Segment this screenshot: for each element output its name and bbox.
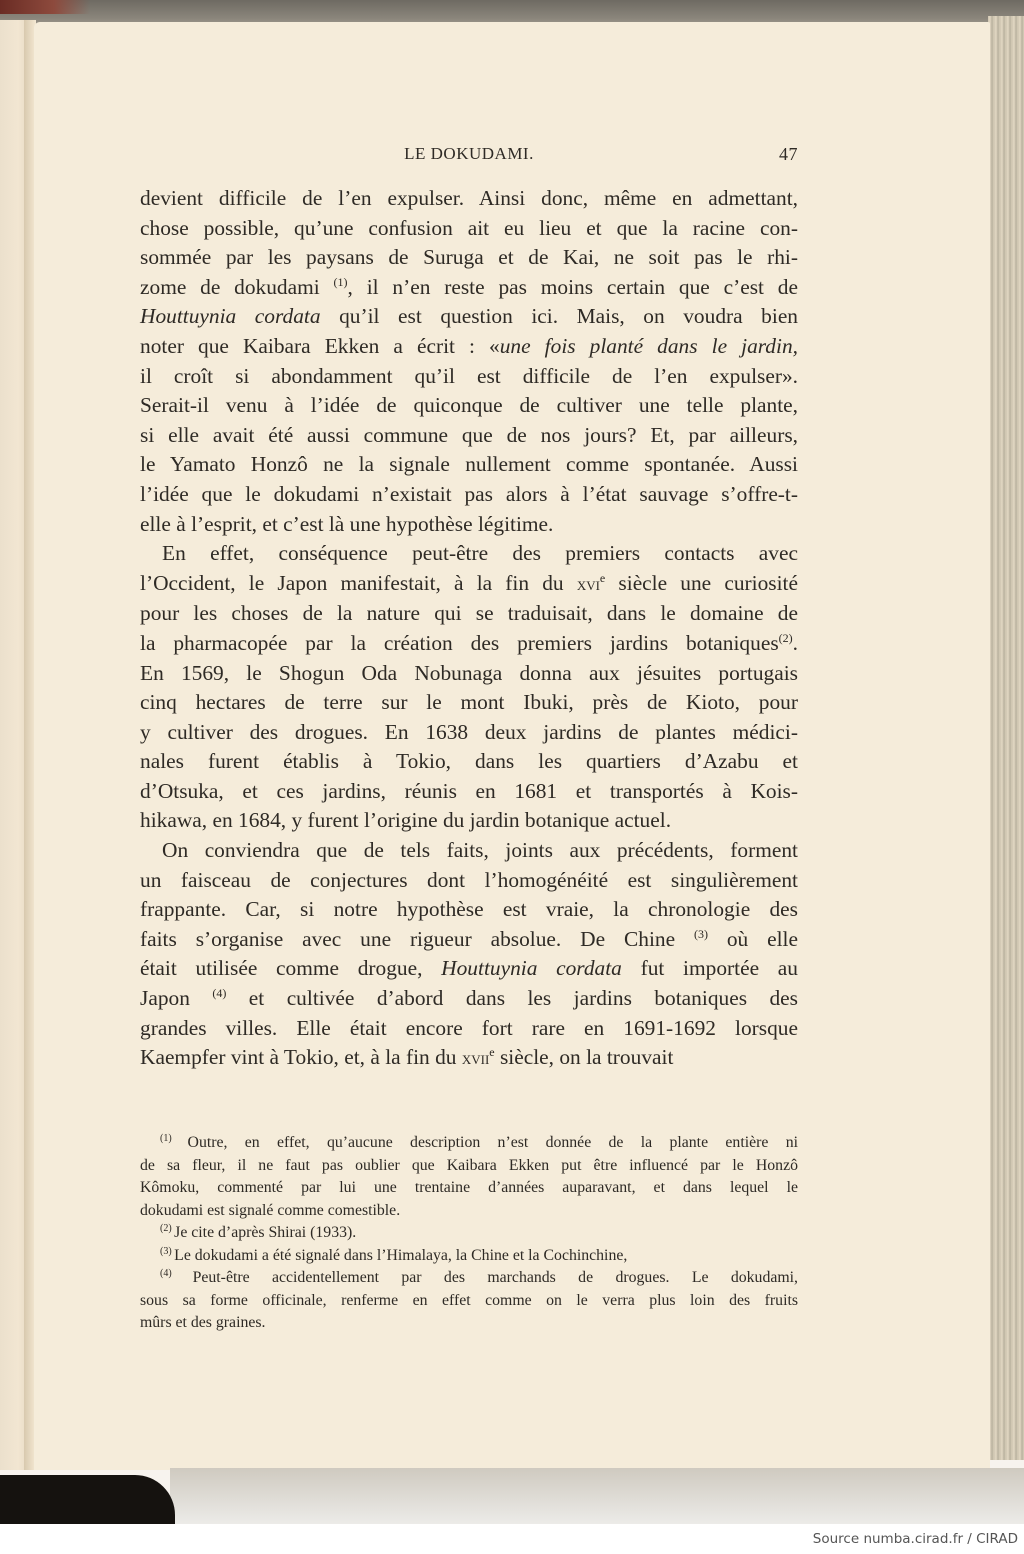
running-head-title: LE DOKUDAMI.: [404, 144, 534, 163]
text-line: y cultiver des drogues. En 1638 deux jardins de plantes médici-: [140, 719, 798, 744]
italic-text: une fois planté dans le jardin,: [499, 333, 798, 358]
footnote: [140, 1267, 798, 1335]
text-line: la pharmacopée par la création des premiers jardins botaniques$^{(2)}$.: [140, 630, 798, 655]
text-line: l’idée que le dokudami n’existait pas alors à l’état sauvage s’offre-t-: [140, 481, 798, 506]
page-number: 47: [779, 144, 798, 164]
page-bottom-shadow: [170, 1468, 1024, 1524]
ordinal-superscript: e: [599, 570, 606, 585]
footnote-line: $^{(4)}$ Peut-être accidentellement par des marchands de drogues. Le dokudami,: [160, 1268, 798, 1286]
footnote-reference[interactable]: (2): [778, 630, 793, 645]
italic-text: Houttuynia cordata: [140, 304, 321, 329]
footnote-reference[interactable]: (1): [333, 274, 348, 289]
footnote: [140, 1132, 798, 1222]
body-text: [140, 184, 798, 1074]
text-line: En 1569, le Shogun Oda Nobunaga donna aux jésuites portugais: [140, 660, 798, 685]
text-line: le Yamato Honzô ne la signale nullement comme spontanée. Aussi: [140, 452, 798, 477]
text-line: il croît si abondamment qu’il est difficile de l’en expulser».: [140, 363, 798, 388]
footnote-marker: (2): [160, 1223, 175, 1234]
footnote-marker: (1): [160, 1133, 188, 1144]
footnote-line: de sa fleur, il ne faut pas oublier que Kaibara Ekken put être influencé par le Honzô: [140, 1156, 798, 1174]
source-credit: Source numba.cirad.fr / CIRAD: [812, 1531, 1018, 1547]
text-line: nales furent établis à Tokio, dans les quartiers d’Azabu et: [140, 749, 798, 774]
text-line: sommée par les paysans de Suruga et de Kai, ne soit pas le rhi-: [140, 245, 798, 270]
text-line: On conviendra que de tels faits, joints aux précédents, forment: [162, 838, 798, 863]
text-line: grandes villes. Elle était encore fort rare en 1691-1692 lorsque: [140, 1015, 798, 1040]
footnote-line: $^{(3)}$ Le dokudami a été signalé dans l’Himalaya, la Chine et la Cochinchine,: [160, 1245, 628, 1264]
footnote: [140, 1245, 798, 1268]
text-line: frappante. Car, si notre hypothèse est vraie, la chronologie des: [140, 897, 798, 922]
footnote-line: mûrs et des graines.: [140, 1314, 266, 1331]
footnotes: [140, 1132, 798, 1335]
text-line: En effet, conséquence peut-être des premiers contacts avec: [162, 541, 798, 566]
text-line: d’Otsuka, et ces jardins, réunis en 1681 et transportés à Kois-: [140, 778, 798, 803]
footnote-reference[interactable]: (3): [693, 926, 708, 941]
footnote-line: dokudami est signalé comme comestible.: [140, 1201, 401, 1219]
running-head: [140, 140, 798, 170]
footnote-line: sous sa forme officinale, renferme en effet comme on le verra plus loin des fruits: [140, 1291, 798, 1309]
text-line: hikawa, en 1684, y furent l’origine du jardin botanique actuel.: [140, 808, 672, 833]
ordinal-superscript: e: [489, 1045, 495, 1060]
paragraph-3: [140, 836, 798, 1074]
text-line: Houttuynia cordata qu’il est question ici. Mais, on voudra bien: [140, 304, 799, 329]
footnote-marker: (3): [160, 1245, 175, 1257]
text-line: devient difficile de l’en expulser. Ainsi donc, même en admettant,: [140, 186, 798, 210]
text-line: l’Occident, le Japon manifestait, à la fin du xvi$^e$ siècle une curiosité: [140, 570, 798, 595]
footnote-line: $^{(2)}$ Je cite d’après Shirai (1933).: [160, 1223, 357, 1241]
text-line: pour les choses de la nature qui se traduisait, dans le domaine de: [140, 601, 798, 626]
footnote: [140, 1222, 798, 1245]
text-line: elle à l’esprit, et c’est là une hypothèse légitime.: [140, 511, 554, 536]
text-line: si elle avait été aussi commune que de nos jours? Et, par ailleurs,: [140, 422, 798, 447]
text-line: était utilisée comme drogue, Houttuynia cordata fut importée au: [140, 956, 798, 981]
text-line: Japon $^{(4)}$ et cultivée d’abord dans les jardins botaniques des: [140, 986, 798, 1011]
text-line: noter que Kaibara Ekken a écrit : «une fois planté dans le jardin,: [140, 333, 798, 358]
text-line: cinq hectares de terre sur le mont Ibuki, près de Kioto, pour: [140, 690, 798, 715]
text-line: Serait-il venu à l’idée de quiconque de cultiver une telle plante,: [140, 393, 798, 418]
text-line: faits s’organise avec une rigueur absolue. De Chine $^{(3)}$ où elle: [140, 926, 798, 951]
paragraph-1: [140, 184, 798, 539]
footnote-marker: (4): [160, 1268, 193, 1279]
text-line: un faisceau de conjectures dont l’homogénéité est singulièrement: [140, 867, 798, 892]
italic-text: Houttuynia cordata: [441, 956, 622, 981]
text-line: chose possible, qu’une confusion ait eu lieu et que la racine con-: [140, 215, 798, 240]
footnote-line: Kômoku, commenté par lui une trentaine d’années auparavant, et dans lequel le: [140, 1179, 798, 1196]
page-stack-edge: [988, 16, 1024, 1460]
footnote-line: $^{(1)}$ Outre, en effet, qu’aucune description n’est donnée de la plante entière ni: [160, 1133, 798, 1151]
footnote-reference[interactable]: (4): [212, 986, 227, 1001]
black-cloth-corner: [0, 1475, 175, 1524]
roman-numeral: xvii: [461, 1048, 490, 1069]
roman-numeral: xvi: [576, 573, 600, 594]
text-line: zome de dokudami $^{(1)}$, il n’en reste pas moins certain que c’est de: [140, 274, 798, 299]
paragraph-2: [140, 539, 798, 836]
page-content: [140, 140, 798, 1074]
text-line: Kaempfer vint à Tokio, et, à la fin du xvii$^e$ siècle, on la trouvait: [140, 1045, 674, 1070]
